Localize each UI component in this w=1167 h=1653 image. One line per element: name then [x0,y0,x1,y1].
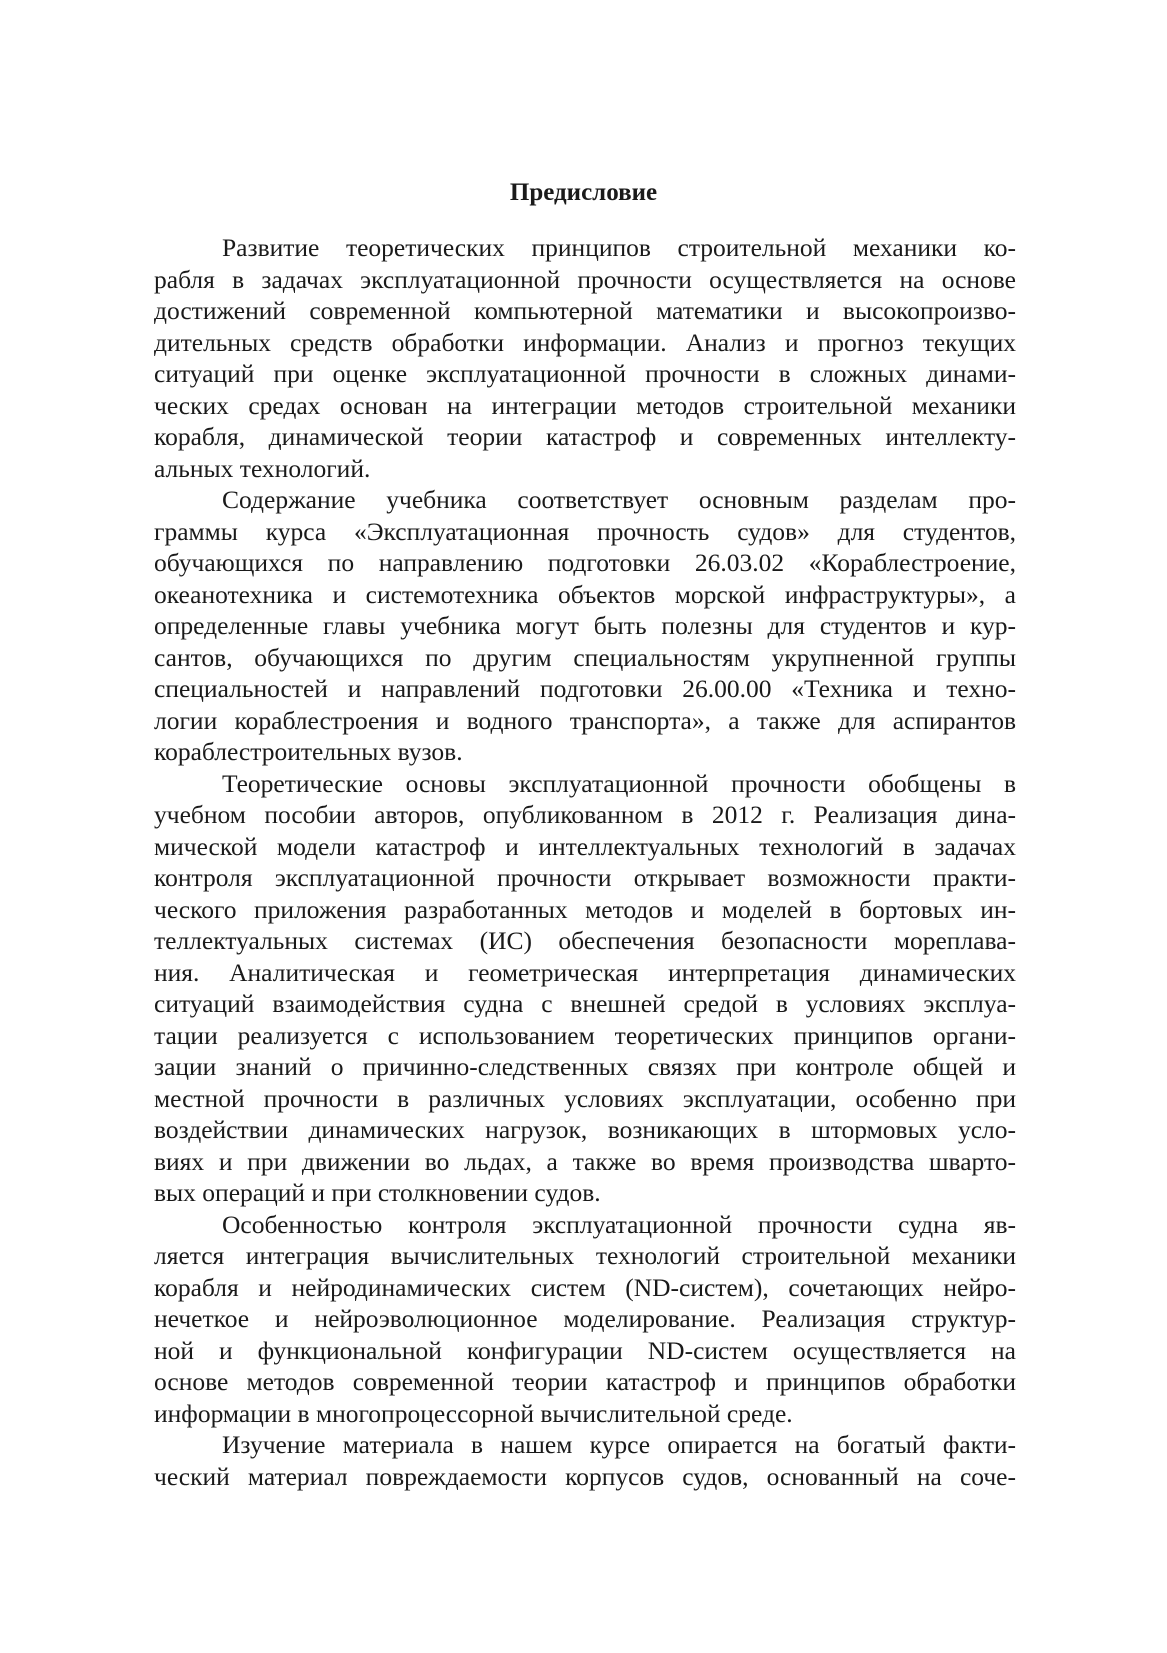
text-line: Развитие теоретических принципов строительной механики ко- [222,233,1016,262]
paragraph-4 [154,1209,1016,1430]
text-line: зации знаний о причинно-следственных связях при контроле общей и [154,1052,1016,1081]
text-line: нечеткое и нейроэволюционное моделирование. Реализация структур- [154,1304,1016,1333]
text-line: сантов, обучающихся по другим специальностям укрупненной группы [154,642,1016,672]
text-line: альных технологий. [154,453,371,483]
text-line: информации в многопроцессорной вычислительной среде. [154,1398,793,1428]
page-title: Предисловие [509,179,658,206]
text-line: вых операций и при столкновении судов. [154,1178,601,1207]
text-line: теллектуальных системах (ИС) обеспечения безопасности мореплава- [154,926,1016,955]
text-line: ной и функциональной конфигурации ND-систем осуществляется на [154,1335,1016,1365]
text-line: тации реализуется с использованием теоретических принципов органи- [154,1020,1016,1050]
paragraph-1 [154,232,1016,484]
text-line: контроля эксплуатационной прочности открывает возможности практи- [154,863,1016,892]
paragraph-2 [154,484,1016,768]
body-text [154,232,1016,1492]
text-line: корабля, динамической теории катастроф и современных интеллекту- [154,422,1016,451]
text-line: ческий материал повреждаемости корпусов судов, основанный на соче- [154,1461,1016,1491]
text-line: рабля в задачах эксплуатационной прочности осуществляется на основе [154,264,1016,294]
text-line: основе методов современной теории катастроф и принципов обработки [154,1367,1016,1396]
text-line: ситуаций взаимодействия судна с внешней средой в условиях эксплуа- [154,989,1016,1018]
text-line: корабля и нейродинамических систем (ND-систем), сочетающих нейро- [154,1272,1016,1302]
text-line: учебном пособии авторов, опубликованном в 2012 г. Реализация дина- [154,800,1016,829]
text-line: воздействии динамических нагрузок, возникающих в штормовых усло- [154,1115,1016,1144]
text-line: специальностей и направлений подготовки 26.00.00 «Техника и техно- [154,674,1016,703]
text-line: мической модели катастроф и интеллектуальных технологий в задачах [154,831,1016,861]
text-line: Теоретические основы эксплуатационной прочности обобщены в [222,768,1016,798]
text-line: определенные главы учебника могут быть полезны для студентов и кур- [154,611,1016,640]
text-line: достижений современной компьютерной математики и высокопроизво- [154,296,1016,325]
text-line: Содержание учебника соответствует основным разделам про- [222,485,1016,514]
text-line: местной прочности в различных условиях эксплуатации, особенно при [154,1083,1016,1113]
text-line: океанотехника и системотехника объектов морской инфраструктуры», а [154,579,1016,609]
paragraph-5 [154,1429,1016,1492]
text-line: граммы курса «Эксплуатационная прочность судов» для студентов, [154,516,1016,546]
text-line: ческих средах основан на интеграции методов строительной механики [154,390,1016,420]
text-line: Особенностью контроля эксплуатационной прочности судна яв- [222,1209,1016,1239]
text-line: кораблестроительных вузов. [154,737,463,766]
paragraph-3 [154,768,1016,1209]
text-line: ситуаций при оценке эксплуатационной прочности в сложных динами- [154,359,1016,388]
text-line: ляется интеграция вычислительных технологий строительной механики [154,1241,1016,1270]
text-line: ческого приложения разработанных методов и моделей в бортовых ин- [154,894,1016,924]
text-line: логии кораблестроения и водного транспорта», а также для аспирантов [154,705,1016,735]
text-line: дительных средств обработки информации. Анализ и прогноз текущих [154,327,1016,357]
text-line: ния. Аналитическая и геометрическая интерпретация динамических [154,957,1016,987]
text-line: обучающихся по направлению подготовки 26.03.02 «Кораблестроение, [154,548,1016,577]
text-line: Изучение материала в нашем курсе опирается на богатый факти- [222,1430,1016,1459]
text-line: виях и при движении во льдах, а также во время производства шварто- [154,1146,1016,1176]
